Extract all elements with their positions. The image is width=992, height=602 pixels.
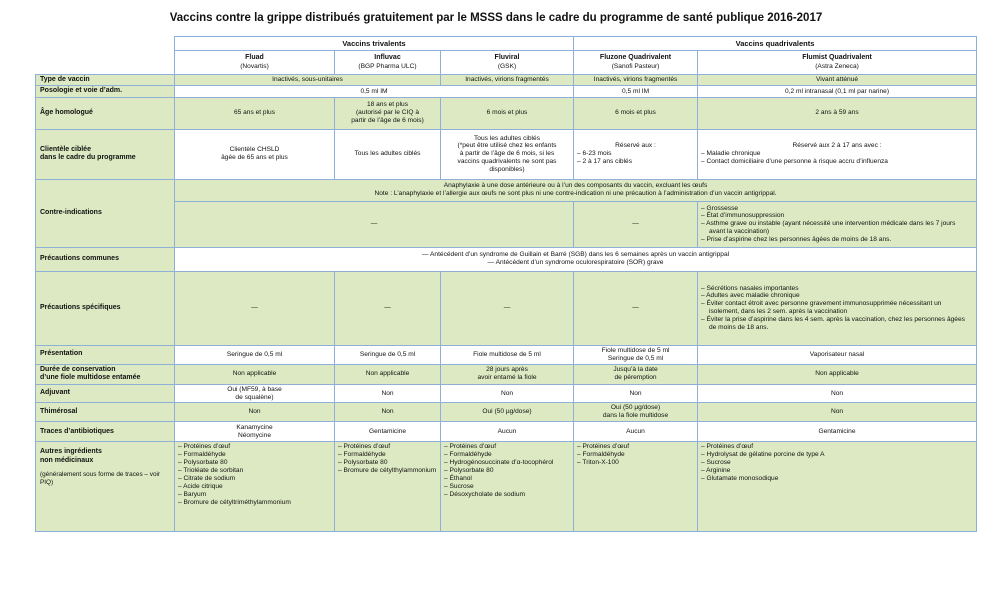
- cell-contre-fluzone: —: [574, 201, 698, 247]
- cell-duree-influvac: Non applicable: [335, 364, 441, 384]
- cell-antibio-fluviral: Aucun: [441, 422, 574, 442]
- row-precautions-communes: [36, 247, 977, 271]
- cell-duree-flumist: Non applicable: [698, 364, 977, 384]
- cell-prec-fluzone: —: [574, 271, 698, 345]
- cell-contre-trivalent: —: [175, 201, 574, 247]
- row-label: Adjuvant: [36, 384, 175, 403]
- group-trivalent: Vaccins trivalents: [175, 37, 574, 51]
- page-title: Vaccins contre la grippe distribués gratuitement par le MSSS dans le cadre du programme de santé publique 2016-2017: [169, 12, 823, 24]
- row-type: [36, 75, 977, 86]
- row-label: Précautions spécifiques: [36, 271, 175, 345]
- vaccine-header-flumist: Flumist Quadrivalent (Astra Zeneca): [698, 51, 977, 75]
- cell-type-fluviral: Inactivés, virions fragmentés: [441, 75, 574, 86]
- cell-clientele-influvac: Tous les adultes ciblés: [335, 129, 441, 179]
- cell-presentation-influvac: Seringue de 0,5 ml: [335, 345, 441, 364]
- cell-presentation-fluviral: Fiole multidose de 5 ml: [441, 345, 574, 364]
- cell-thimerosal-flumist: Non: [698, 403, 977, 422]
- cell-posologie-flumist: 0,2 ml intranasal (0,1 ml par narine): [698, 86, 977, 97]
- vaccine-header-fluzone: Fluzone Quadrivalent (Sanofi Pasteur): [574, 51, 698, 75]
- vaccine-header-fluad: Fluad (Novartis): [175, 51, 335, 75]
- row-adjuvant: [36, 384, 977, 403]
- row-posologie: [36, 86, 977, 97]
- row-presentation: [36, 345, 977, 364]
- cell-antibio-fluad: Kanamycine Néomycine: [175, 422, 335, 442]
- cell-type-fluzone: Inactivés, virions fragmentés: [574, 75, 698, 86]
- row-duree: [36, 364, 977, 384]
- cell-adjuvant-fluad: Oui (MF59, à base de squalène): [175, 384, 335, 403]
- cell-age-fluviral: 6 mois et plus: [441, 97, 574, 129]
- row-label: Clientèle ciblée dans le cadre du programme: [36, 129, 175, 179]
- cell-antibio-influvac: Gentamicine: [335, 422, 441, 442]
- cell-thimerosal-fluviral: Oui (50 µg/dose): [441, 403, 574, 422]
- group-header-row: [36, 37, 977, 51]
- cell-posologie-trivalent: 0,5 ml IM: [175, 86, 574, 97]
- row-label: Présentation: [36, 345, 175, 364]
- cell-autres-fluad: – Protéines d’œuf – Formaldéhyde – Polysorbate 80 – Trioléate de sorbitan – Citrate de sodium – Acide citrique – Baryum – Bromure de cétyltriméthylammonium: [175, 442, 335, 532]
- cell-type-flumist: Vivant atténué: [698, 75, 977, 86]
- row-label: Posologie et voie d’adm.: [36, 86, 175, 97]
- cell-clientele-fluviral: Tous les adultes ciblés (*peut être utilisé chez les enfants à partir de l’âge de 6 mois, si les vaccins quadrivalents ne sont pas disponibles): [441, 129, 574, 179]
- cell-autres-fluviral: – Protéines d’œuf – Formaldéhyde – Hydrogénosuccinate d’α-tocophérol – Polysorbate 80 – Éthanol – Sucrose – Désoxycholate de sodium: [441, 442, 574, 532]
- cell-prec-influvac: —: [335, 271, 441, 345]
- cell-duree-fluviral: 28 jours après avoir entamé la fiole: [441, 364, 574, 384]
- cell-age-fluad: 65 ans et plus: [175, 97, 335, 129]
- cell-antibio-flumist: Gentamicine: [698, 422, 977, 442]
- cell-age-fluzone: 6 mois et plus: [574, 97, 698, 129]
- cell-clientele-fluzone: Réservé aux : – 6-23 mois – 2 à 17 ans ciblés: [574, 129, 698, 179]
- cell-thimerosal-fluad: Non: [175, 403, 335, 422]
- row-label: Autres ingrédients non médicinaux (généralement sous forme de traces – voir PIQ): [36, 442, 175, 532]
- cell-duree-fluad: Non applicable: [175, 364, 335, 384]
- row-clientele: [36, 129, 977, 179]
- cell-age-influvac: 18 ans et plus (autorisé par le CIQ à partir de l’âge de 6 mois): [335, 97, 441, 129]
- cell-adjuvant-fluzone: Non: [574, 384, 698, 403]
- vaccine-table: [35, 36, 977, 532]
- cell-autres-influvac: – Protéines d’œuf – Formaldéhyde – Polysorbate 80 – Bromure de cétylthylammonium: [335, 442, 441, 532]
- cell-prec-fluad: —: [175, 271, 335, 345]
- cell-autres-flumist: – Protéines d’œuf – Hydrolysat de gélatine porcine de type A – Sucrose – Arginine – Glutamate monosodique: [698, 442, 977, 532]
- cell-prec-fluviral: —: [441, 271, 574, 345]
- cell-presentation-fluad: Seringue de 0,5 ml: [175, 345, 335, 364]
- cell-precautions-communes: — Antécédent d’un syndrome de Guillain et Barré (SGB) dans les 6 semaines après un vaccin antigrippal — Antécédent d’un syndrome oculorespiratoire (SOR) grave: [175, 247, 977, 271]
- cell-contre-flumist: – Grossesse – État d’immunosuppression – Asthme grave ou instable (ayant nécessité une intervention médicale dans les 7 jours avant la vaccination) – Prise d’aspirine chez les personnes âgées de moins de 18 ans.: [698, 201, 977, 247]
- cell-duree-fluzone: Jusqu’à la date de péremption: [574, 364, 698, 384]
- cell-antibio-fluzone: Aucun: [574, 422, 698, 442]
- cell-adjuvant-influvac: Non: [335, 384, 441, 403]
- cell-thimerosal-influvac: Non: [335, 403, 441, 422]
- row-label: Traces d’antibiotiques: [36, 422, 175, 442]
- cell-autres-fluzone: – Protéines d’œuf – Formaldéhyde – Triton-X-100: [574, 442, 698, 532]
- cell-posologie-fluzone: 0,5 ml IM: [574, 86, 698, 97]
- row-label: Âge homologué: [36, 97, 175, 129]
- row-label: Thimérosal: [36, 403, 175, 422]
- vaccine-header-fluviral: Fluviral (GSK): [441, 51, 574, 75]
- row-age: [36, 97, 977, 129]
- cell-clientele-flumist: Réservé aux 2 à 17 ans avec : – Maladie chronique – Contact domiciliaire d’une personne à risque accru d’influenza: [698, 129, 977, 179]
- row-label: Précautions communes: [36, 247, 175, 271]
- cell-adjuvant-fluviral: Non: [441, 384, 574, 403]
- row-contre-specific: [36, 201, 977, 247]
- cell-presentation-flumist: Vaporisateur nasal: [698, 345, 977, 364]
- group-quadrivalent: Vaccins quadrivalents: [574, 37, 977, 51]
- row-autres: [36, 442, 977, 532]
- cell-type-trivalent: Inactivés, sous-unitaires: [175, 75, 441, 86]
- cell-contre-common: Anaphylaxie à une dose antérieure ou à l’un des composants du vaccin, excluant les œufs Note : L’anaphylaxie et l’allergie aux œufs ne sont plus ni une contre-indication ni une précaution à l’administration d’un vaccin antigrippal.: [175, 179, 977, 201]
- cell-clientele-fluad: Clientèle CHSLD âgée de 65 ans et plus: [175, 129, 335, 179]
- row-thimerosal: [36, 403, 977, 422]
- vaccine-header-influvac: Influvac (BGP Pharma ULC): [335, 51, 441, 75]
- row-label: Durée de conservation d’une fiole multidose entamée: [36, 364, 175, 384]
- row-antibiotiques: [36, 422, 977, 442]
- row-label: Contre-indications: [36, 179, 175, 247]
- cell-prec-flumist: – Sécrétions nasales importantes – Adultes avec maladie chronique – Éviter contact étroit avec personne gravement immunosupprimée nécessitant un isolement, dans les 2 sem. après la vaccination – Éviter la prise d’aspirine dans les 4 sem. après la vaccination, chez les personnes âgées de moins de 18 ans.: [698, 271, 977, 345]
- cell-presentation-fluzone: Fiole multidose de 5 ml Seringue de 0,5 ml: [574, 345, 698, 364]
- cell-thimerosal-fluzone: Oui (50 µg/dose) dans la fiole multidose: [574, 403, 698, 422]
- row-label: Type de vaccin: [36, 75, 175, 86]
- vaccine-header-row: [36, 51, 977, 75]
- cell-adjuvant-flumist: Non: [698, 384, 977, 403]
- cell-age-flumist: 2 ans à 59 ans: [698, 97, 977, 129]
- row-contre-common: [36, 179, 977, 201]
- row-precautions-specifiques: [36, 271, 977, 345]
